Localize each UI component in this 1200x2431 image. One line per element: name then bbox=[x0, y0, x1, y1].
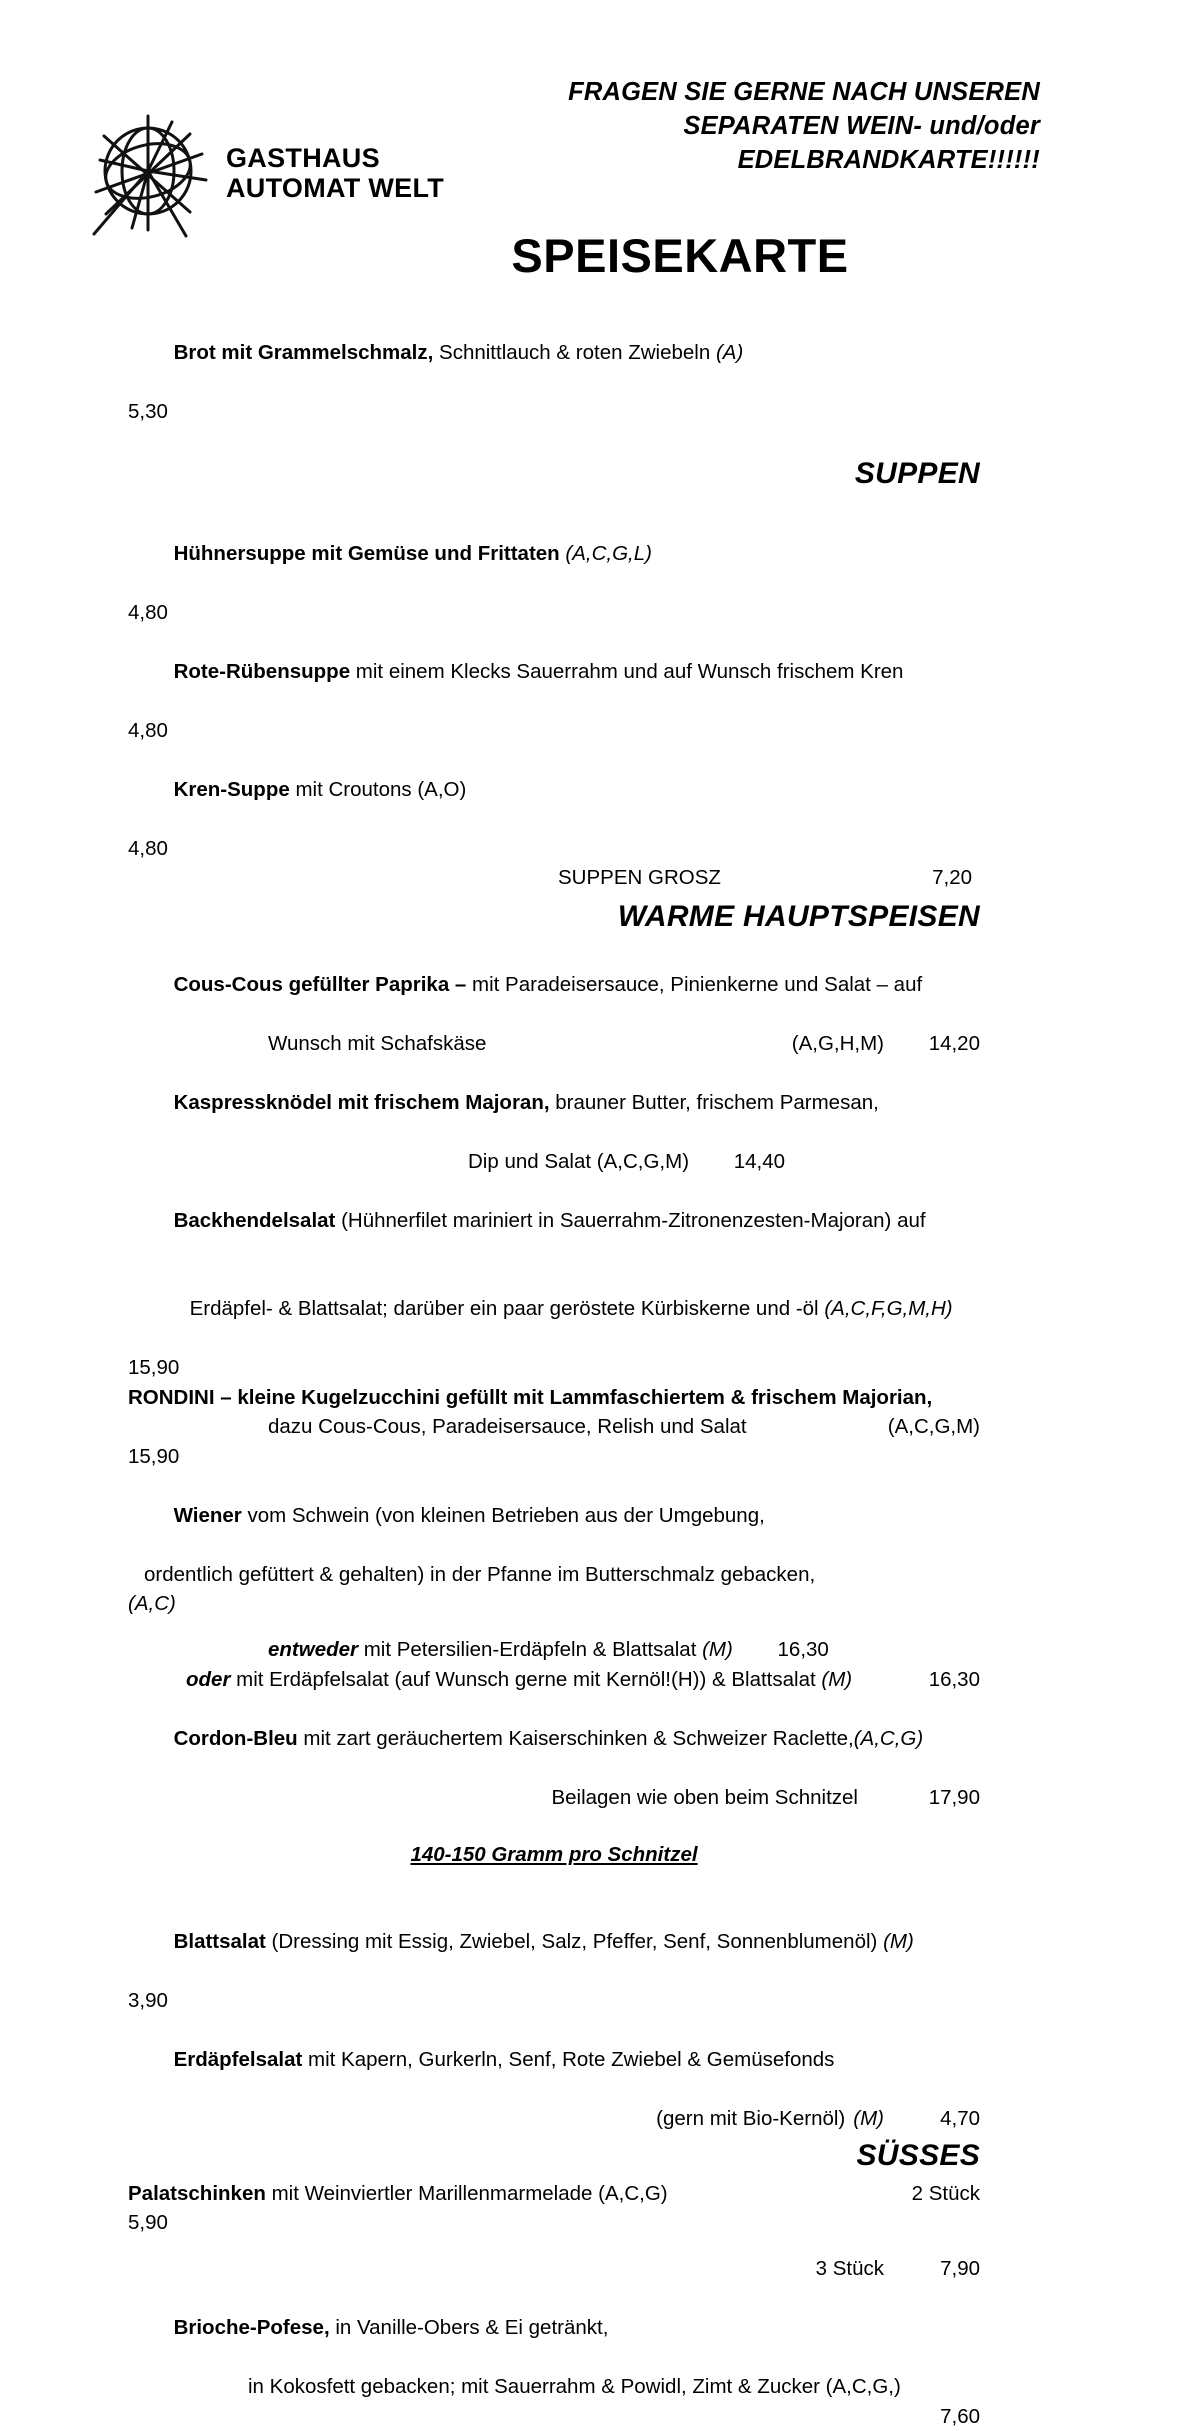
promo-line-2: SEPARATEN WEIN- und/oder bbox=[683, 111, 1040, 140]
item-allergens: (A,C,F,G,M,H) bbox=[824, 1297, 953, 1321]
item-allergens: (M) bbox=[853, 2107, 884, 2131]
menu-item-erdaepfelsalat bbox=[128, 2016, 980, 2134]
item-name: Kaspressknödel mit frischem Majoran, bbox=[173, 1090, 550, 1114]
brand-name-line2: AUTOMAT WELT bbox=[226, 173, 445, 203]
wiener-option-oder bbox=[128, 1665, 980, 1695]
item-price-2: 7,90 bbox=[940, 2256, 980, 2280]
item-name: Palatschinken bbox=[128, 2181, 266, 2205]
page-header bbox=[0, 0, 1200, 300]
item-price: 3,90 bbox=[128, 1989, 168, 2013]
section-heading-suppen: SUPPEN bbox=[854, 457, 980, 491]
section-heading-warme-hauptspeisen: WARME HAUPTSPEISEN bbox=[617, 899, 980, 933]
item-price: 4,80 bbox=[128, 718, 168, 742]
item-desc-cont: Beilagen wie oben beim Schnitzel bbox=[551, 1785, 858, 1809]
item-price: 4,80 bbox=[128, 836, 168, 860]
item-desc: vom Schwein (von kleinen Betrieben aus der Umgebung, bbox=[241, 1503, 765, 1527]
menu-item-brot bbox=[128, 308, 980, 426]
item-name: Rote-Rübensuppe bbox=[173, 659, 351, 683]
option-price: 16,30 bbox=[777, 1638, 829, 1661]
item-allergens: (A,C,G) bbox=[853, 1726, 924, 1750]
brand-name bbox=[226, 143, 444, 203]
brand-name-line1: GASTHAUS bbox=[226, 142, 380, 173]
item-desc: mit zart geräuchertem Kaiserschinken & Schweizer Raclette, bbox=[297, 1726, 854, 1750]
menu-item-rondini bbox=[128, 1383, 980, 1472]
section-heading-suesses: SÜSSES bbox=[856, 2138, 980, 2172]
item-quantity-2: 3 Stück bbox=[815, 2256, 884, 2280]
menu-item-backhendelsalat bbox=[128, 1176, 980, 1383]
menu-item-kaspressknoedel bbox=[128, 1058, 980, 1176]
grosz-label: SUPPEN GROSZ bbox=[558, 866, 721, 890]
item-price: 7,60 bbox=[940, 2404, 980, 2428]
schnitzel-weight-note: 140-150 Gramm pro Schnitzel bbox=[410, 1843, 698, 1867]
option-text: mit Erdäpfelsalat (auf Wunsch gerne mit Kernöl!(H)) & Blattsalat bbox=[230, 1667, 816, 1691]
item-name: Backhendelsalat bbox=[173, 1208, 336, 1232]
item-allergens: (A,G,H,M) bbox=[791, 1031, 884, 1055]
item-allergens: (A,C,G,L) bbox=[565, 541, 652, 565]
item-desc: brauner Butter, frischem Parmesan, bbox=[549, 1090, 879, 1114]
item-desc: in Vanille-Obers & Ei getränkt, bbox=[329, 2315, 609, 2339]
promo-line-3: EDELBRANDKARTE!!!!!! bbox=[737, 145, 1040, 174]
item-price: 14,20 bbox=[928, 1031, 980, 1055]
item-desc: mit einem Klecks Sauerrahm und auf Wunsch frischem Kren bbox=[350, 659, 904, 683]
item-name: Brioche-Pofese, bbox=[173, 2315, 330, 2339]
item-desc-cont: Erdäpfel- & Blattsalat; darüber ein paar geröstete Kürbiskerne und -öl bbox=[189, 1297, 819, 1321]
item-price: 4,80 bbox=[128, 600, 168, 624]
item-price: 17,90 bbox=[928, 1785, 980, 1809]
item-desc-cont: in Kokosfett gebacken; mit Sauerrahm & Powidl, Zimt & Zucker (A,C,G,) bbox=[248, 2375, 901, 2399]
item-name: Cous-Cous gefüllter Paprika – bbox=[173, 972, 467, 996]
item-price: 15,90 bbox=[128, 1356, 180, 1380]
item-desc: mit Paradeisersauce, Pinienkerne und Salat – auf bbox=[466, 972, 923, 996]
item-name: Kren-Suppe bbox=[173, 777, 290, 801]
menu-body bbox=[128, 308, 980, 2431]
option-text: mit Petersilien-Erdäpfeln & Blattsalat bbox=[358, 1638, 697, 1661]
item-name: Brot mit Grammelschmalz, bbox=[173, 340, 434, 364]
item-allergens: (M) bbox=[883, 1930, 914, 1954]
menu-item-kren-suppe bbox=[128, 745, 980, 863]
item-price-1: 5,90 bbox=[128, 2211, 168, 2235]
menu-item-rote-ruebensuppe bbox=[128, 627, 980, 745]
promo-line-1: FRAGEN SIE GERNE NACH UNSEREN bbox=[568, 78, 1040, 106]
option-allergens: (M) bbox=[702, 1638, 733, 1661]
item-desc: mit Kapern, Gurkerln, Senf, Rote Zwiebel & Gemüsefonds bbox=[302, 2048, 835, 2072]
menu-item-palatschinken bbox=[128, 2179, 980, 2284]
item-price: 14,40 bbox=[733, 1149, 786, 1173]
item-price: 5,30 bbox=[128, 399, 168, 423]
option-lead: entweder bbox=[268, 1638, 358, 1661]
item-desc-cont: (gern mit Bio-Kernöl) bbox=[656, 2107, 846, 2131]
item-name: Cordon-Bleu bbox=[173, 1726, 298, 1750]
option-allergens: (M) bbox=[821, 1667, 853, 1691]
item-desc: (Dressing mit Essig, Zwiebel, Salz, Pfeffer, Senf, Sonnenblumenöl) bbox=[265, 1930, 878, 1954]
item-desc-cont: Dip und Salat (A,C,G,M) bbox=[468, 1149, 690, 1173]
item-desc-cont: Wunsch mit Schafskäse bbox=[268, 1031, 487, 1055]
item-desc: Schnittlauch & roten Zwiebeln bbox=[433, 340, 711, 364]
grosz-price: 7,20 bbox=[932, 866, 972, 890]
item-desc: mit Weinviertler Marillenmarmelade (A,C,G) bbox=[265, 2181, 668, 2205]
item-allergens: (A) bbox=[715, 340, 744, 364]
globe-web-logo-icon bbox=[86, 108, 216, 238]
item-name: Wiener bbox=[173, 1503, 242, 1527]
item-desc: mit Croutons (A,O) bbox=[289, 777, 467, 801]
item-desc: (Hühnerfilet mariniert in Sauerrahm-Zitronenzesten-Majoran) auf bbox=[335, 1208, 926, 1232]
brand-logo bbox=[86, 108, 445, 238]
item-price: 15,90 bbox=[128, 1444, 180, 1468]
item-price: 4,70 bbox=[940, 2107, 980, 2131]
item-desc-cont: dazu Cous-Cous, Paradeisersauce, Relish und Salat bbox=[268, 1415, 747, 1439]
suppen-grosz-row bbox=[128, 863, 980, 893]
item-name: Hühnersuppe mit Gemüse und Frittaten bbox=[173, 541, 560, 565]
menu-item-cous-cous-paprika bbox=[128, 940, 980, 1058]
promo-note bbox=[420, 76, 1040, 178]
item-allergens: (A,C) bbox=[128, 1592, 176, 1616]
item-name: Blattsalat bbox=[173, 1930, 266, 1954]
item-allergens: (A,C,G,M) bbox=[887, 1415, 980, 1439]
menu-item-blattsalat bbox=[128, 1898, 980, 2016]
item-quantity-1: 2 Stück bbox=[911, 2181, 980, 2205]
menu-item-huehnersuppe bbox=[128, 509, 980, 627]
item-name: RONDINI – kleine Kugelzucchini gefüllt mit Lammfaschiertem & frischem Majorian, bbox=[128, 1385, 933, 1409]
item-name: Erdäpfelsalat bbox=[173, 2048, 303, 2072]
option-price: 16,30 bbox=[928, 1667, 980, 1691]
page-title: SPEISEKARTE bbox=[511, 229, 849, 282]
menu-item-cordon-bleu bbox=[128, 1694, 980, 1812]
menu-item-brioche-pofese bbox=[128, 2283, 980, 2431]
item-desc-cont: ordentlich gefüttert & gehalten) in der Pfanne im Butterschmalz gebacken, bbox=[144, 1562, 816, 1586]
wiener-option-entweder bbox=[128, 1635, 980, 1665]
menu-item-wiener bbox=[128, 1471, 980, 1694]
option-lead: oder bbox=[186, 1667, 231, 1691]
